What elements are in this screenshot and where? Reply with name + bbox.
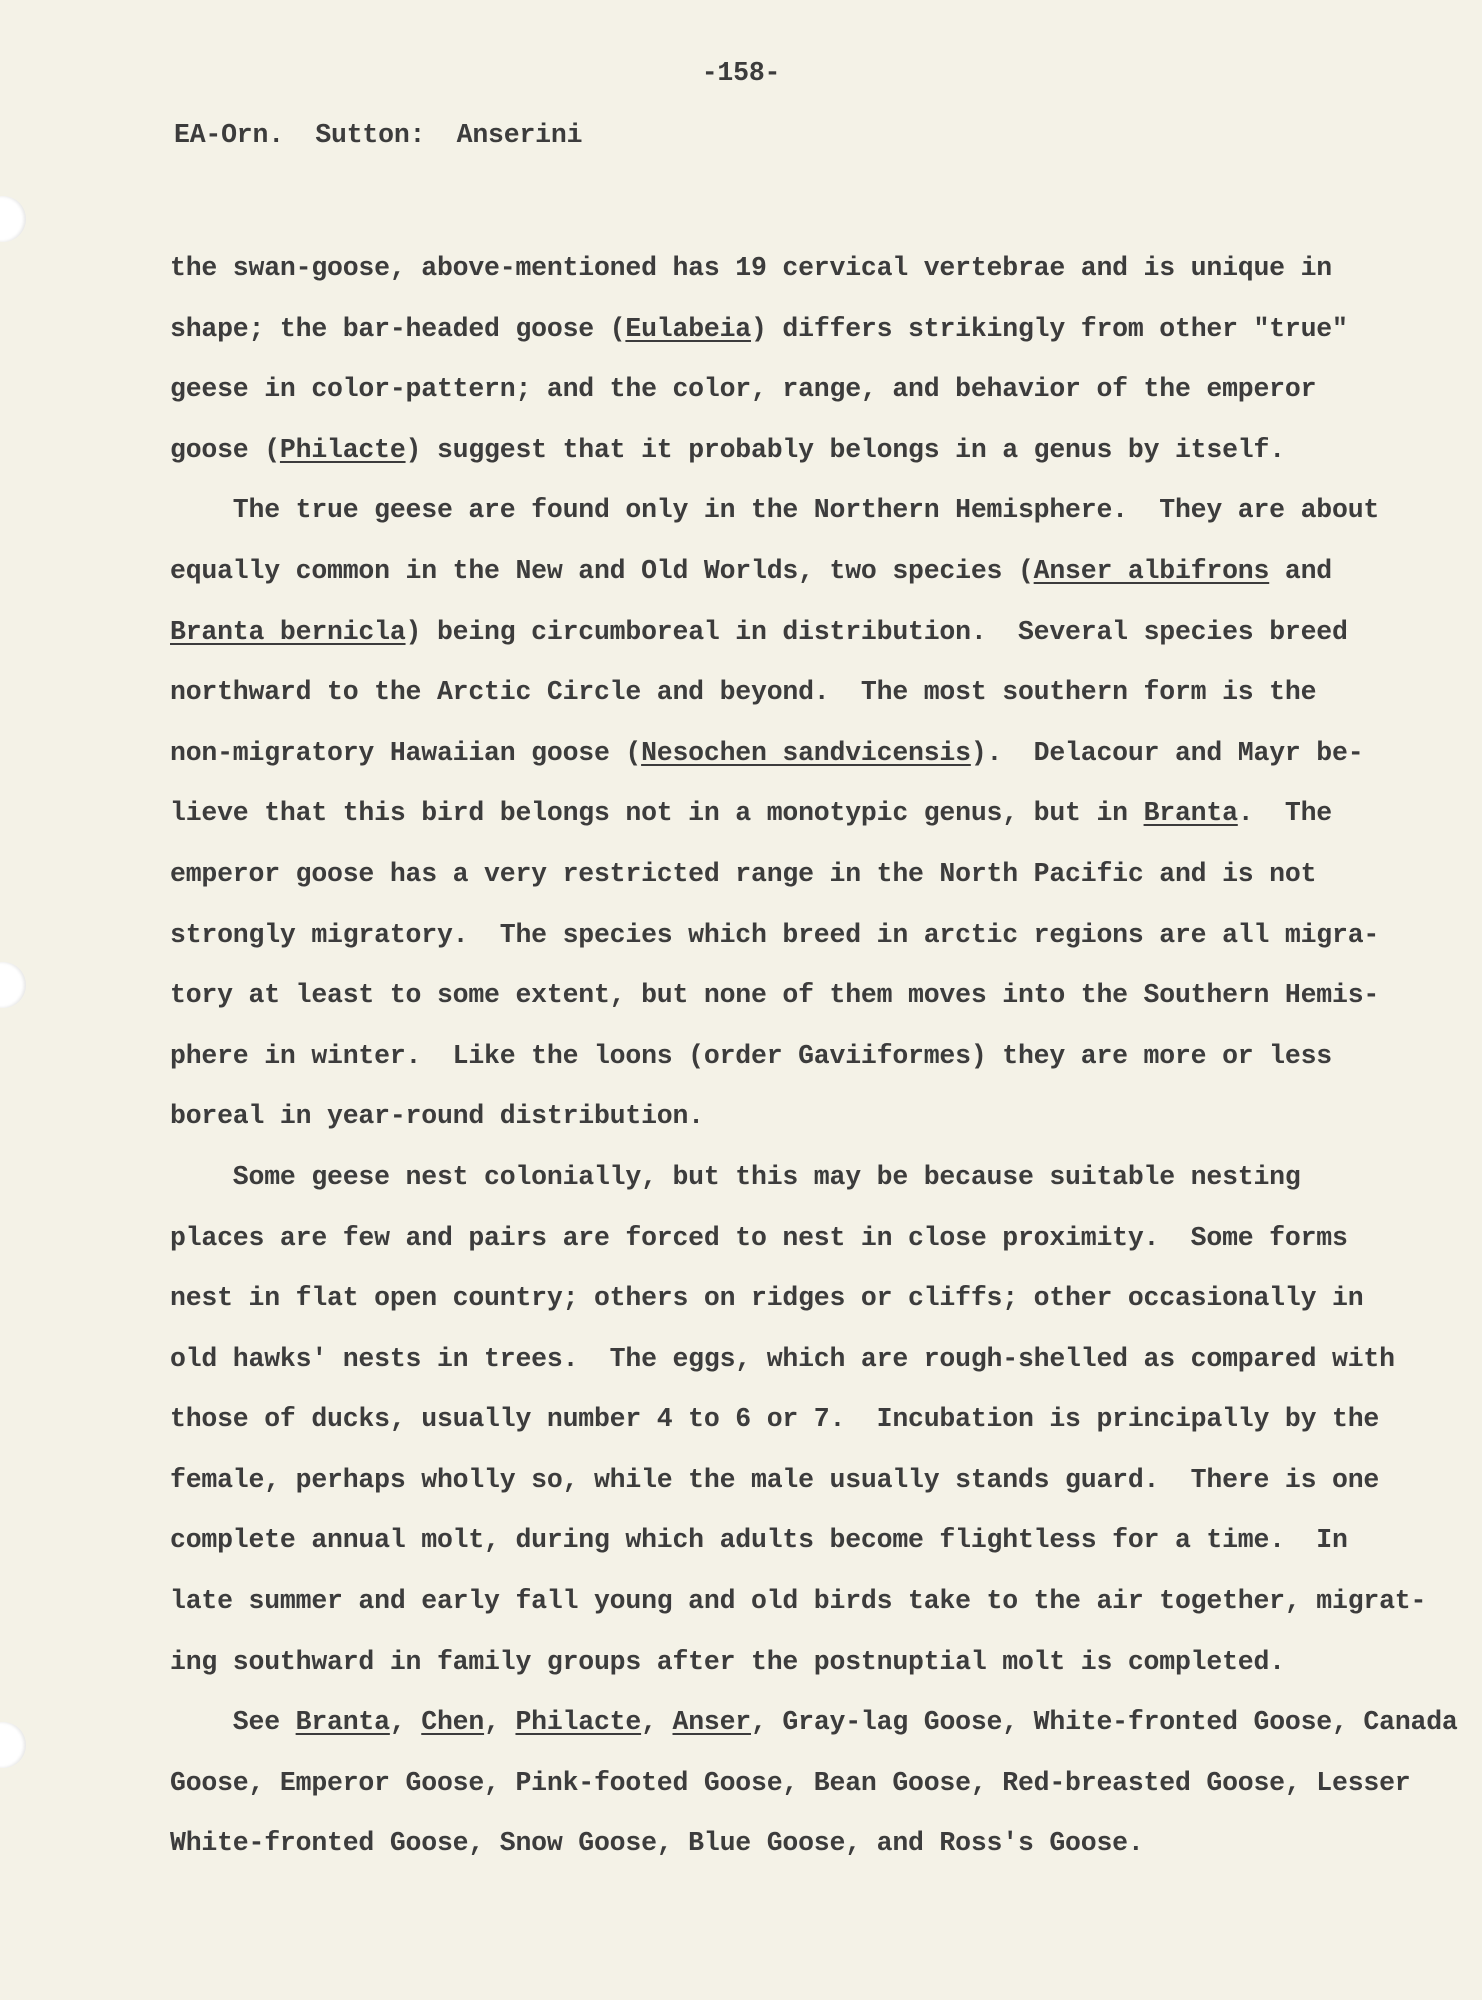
text-segment: places are few and pairs are forced to nest in close proximity. Some forms [170, 1222, 1348, 1253]
text-segment: . The [1237, 798, 1332, 829]
text-line [170, 662, 1430, 723]
text-line [170, 723, 1430, 784]
text-line [170, 1268, 1430, 1329]
text-segment: , [484, 1707, 516, 1738]
text-segment: , [389, 1707, 422, 1738]
underlined-taxon-name: Anser albifrons [1033, 555, 1270, 586]
text-segment: equally common in the New and Old Worlds, two species ( [170, 555, 1034, 586]
text-segment: tory at least to some extent, but none of them moves into the Southern Hemis- [170, 980, 1380, 1011]
text-segment: See [170, 1707, 296, 1738]
text-segment: , Gray-lag Goose, White-fronted Goose, Canada [751, 1707, 1458, 1738]
text-line [170, 1147, 1430, 1208]
running-header: EA-Orn. Sutton: Anserini [174, 120, 583, 150]
underlined-taxon-name: Philacte [279, 434, 406, 465]
text-segment: ) suggest that it probably belongs in a genus by itself. [405, 434, 1285, 465]
text-segment: Goose, Emperor Goose, Pink-footed Goose, Bean Goose, Red-breasted Goose, Lesser [170, 1767, 1411, 1798]
underlined-taxon-name: Anser [672, 1707, 752, 1738]
text-segment: emperor goose has a very restricted range in the North Pacific and is not [170, 858, 1317, 889]
text-segment: nest in flat open country; others on ridges or cliffs; other occasionally in [170, 1283, 1364, 1314]
text-line [170, 1510, 1430, 1571]
underlined-taxon-name: Philacte [515, 1707, 642, 1738]
text-line [170, 1813, 1430, 1874]
text-segment: ing southward in family groups after the postnuptial molt is completed. [170, 1646, 1285, 1677]
text-segment: phere in winter. Like the loons (order Gaviiformes) they are more or less [170, 1040, 1332, 1071]
text-segment: northward to the Arctic Circle and beyond. The most southern form is the [170, 677, 1317, 708]
text-segment: , [641, 1707, 673, 1738]
underlined-taxon-name: Nesochen sandvicensis [641, 737, 971, 768]
paragraph [170, 238, 1430, 480]
punch-hole [0, 962, 26, 1008]
text-line [170, 420, 1430, 481]
text-line [170, 844, 1430, 905]
underlined-taxon-name: Branta [1143, 798, 1238, 829]
paragraph [170, 1692, 1458, 1874]
text-line [170, 299, 1430, 360]
text-segment: old hawks' nests in trees. The eggs, which are rough-shelled as compared with [170, 1343, 1395, 1374]
text-segment: the swan-goose, above-mentioned has 19 cervical vertebrae and is unique in [170, 253, 1332, 283]
text-segment: lieve that this bird belongs not in a monotypic genus, but in [170, 798, 1144, 829]
punch-hole [0, 1722, 26, 1768]
text-segment: The true geese are found only in the Northern Hemisphere. They are about [170, 495, 1380, 526]
text-segment: strongly migratory. The species which breed in arctic regions are all migra- [170, 919, 1380, 950]
paragraph [170, 1147, 1430, 1692]
text-line [170, 1086, 1430, 1147]
text-segment: ) being circumboreal in distribution. Several species breed [405, 616, 1348, 647]
body-text [170, 238, 1458, 1874]
text-segment: geese in color-pattern; and the color, range, and behavior of the emperor [170, 374, 1317, 405]
text-line [170, 1389, 1430, 1450]
text-line [170, 1692, 1458, 1753]
underlined-taxon-name: Chen [421, 1707, 485, 1738]
text-line [170, 965, 1430, 1026]
page-number: -158- [701, 58, 781, 88]
text-segment: female, perhaps wholly so, while the male usually stands guard. There is one [170, 1464, 1380, 1495]
text-segment: boreal in year-round distribution. [170, 1101, 704, 1132]
text-line [170, 1571, 1430, 1632]
text-segment: White-fronted Goose, Snow Goose, Blue Goose, and Ross's Goose. [170, 1828, 1144, 1859]
text-segment: complete annual molt, during which adults become flightless for a time. In [170, 1525, 1348, 1556]
text-segment: late summer and early fall young and old birds take to the air together, migrat- [170, 1586, 1427, 1617]
paragraph [170, 480, 1430, 1147]
text-line [170, 783, 1430, 844]
underlined-taxon-name: Branta bernicla [170, 616, 406, 647]
text-line [170, 1026, 1430, 1087]
punch-hole [0, 196, 26, 242]
text-line [170, 480, 1430, 541]
underlined-taxon-name: Eulabeia [625, 313, 752, 344]
text-line [170, 238, 1430, 299]
text-segment: Some geese nest colonially, but this may be because suitable nesting [170, 1161, 1301, 1192]
text-line [170, 1208, 1430, 1269]
text-line [170, 1632, 1430, 1693]
text-line [170, 905, 1430, 966]
text-line [170, 1329, 1430, 1390]
text-segment: ) differs strikingly from other "true" [751, 313, 1348, 344]
underlined-taxon-name: Branta [295, 1707, 390, 1738]
text-line [170, 1753, 1430, 1814]
text-line [170, 541, 1430, 602]
text-line [170, 1450, 1430, 1511]
text-segment: non-migratory Hawaiian goose ( [170, 737, 642, 768]
text-segment: those of ducks, usually number 4 to 6 or 7. Incubation is principally by the [170, 1404, 1380, 1435]
text-segment: and [1269, 555, 1333, 586]
text-line [170, 602, 1430, 663]
text-segment: goose ( [170, 434, 280, 465]
text-segment: shape; the bar-headed goose ( [170, 313, 626, 344]
text-segment: ). Delacour and Mayr be- [970, 737, 1364, 768]
text-line [170, 359, 1430, 420]
